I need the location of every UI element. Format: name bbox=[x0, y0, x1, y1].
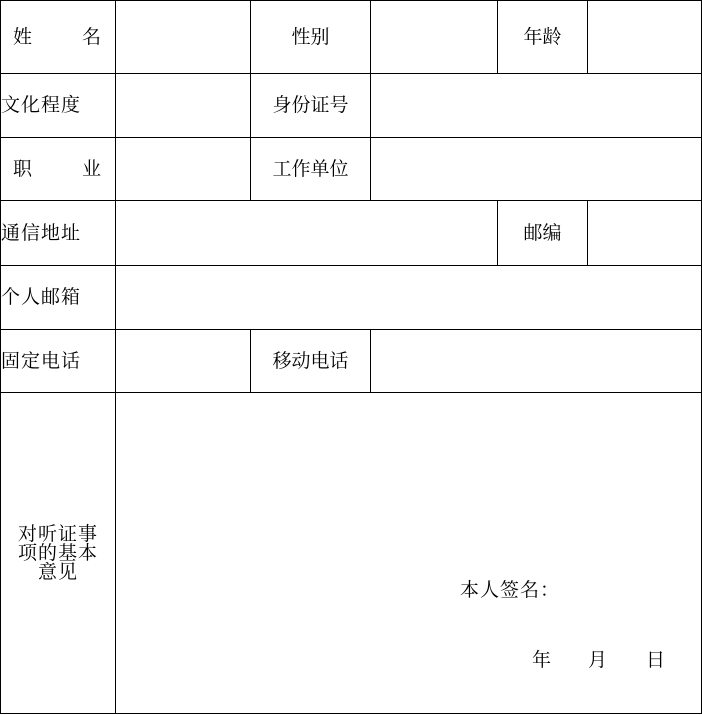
age-field[interactable] bbox=[588, 1, 702, 74]
row-email bbox=[1, 266, 702, 330]
mobile-field[interactable] bbox=[371, 330, 702, 393]
occupation-field[interactable] bbox=[116, 138, 251, 201]
date-year-label: 年 bbox=[532, 649, 552, 671]
opinion-field[interactable] bbox=[116, 393, 702, 714]
id-number-label: 身份证号 bbox=[251, 74, 371, 138]
occupation-label-char-2: 业 bbox=[81, 157, 101, 180]
name-field[interactable] bbox=[116, 1, 251, 74]
occupation-label-cell bbox=[1, 138, 116, 201]
address-label: 通信地址 bbox=[1, 201, 116, 266]
gender-field[interactable] bbox=[371, 1, 498, 74]
row-opinion bbox=[1, 393, 702, 714]
id-number-field[interactable] bbox=[371, 74, 702, 138]
postcode-field[interactable] bbox=[588, 201, 702, 266]
opinion-label-cell bbox=[1, 393, 116, 714]
name-label-cell bbox=[1, 1, 116, 74]
address-field[interactable] bbox=[116, 201, 498, 266]
opinion-label-line-1: 对听证事 bbox=[17, 522, 98, 545]
row-name bbox=[1, 1, 702, 74]
opinion-label-line-3: 意见 bbox=[37, 560, 78, 583]
row-address bbox=[1, 201, 702, 266]
opinion-label-line-2: 项的基本 bbox=[17, 541, 98, 564]
gender-label: 性别 bbox=[251, 1, 371, 74]
landline-label: 固定电话 bbox=[1, 330, 116, 393]
date-month-label: 月 bbox=[588, 649, 608, 671]
employer-label: 工作单位 bbox=[251, 138, 371, 201]
occupation-label-char-1: 职 bbox=[13, 157, 33, 180]
education-field[interactable] bbox=[116, 74, 251, 138]
education-label: 文化程度 bbox=[1, 74, 116, 138]
employer-field[interactable] bbox=[371, 138, 702, 201]
mobile-label: 移动电话 bbox=[251, 330, 371, 393]
age-label: 年龄 bbox=[498, 1, 588, 74]
email-field[interactable] bbox=[116, 266, 702, 330]
row-occupation bbox=[1, 138, 702, 201]
name-label-char-2: 名 bbox=[81, 25, 101, 48]
postcode-label: 邮编 bbox=[498, 201, 588, 266]
email-label: 个人邮箱 bbox=[1, 266, 116, 330]
landline-field[interactable] bbox=[116, 330, 251, 393]
row-education bbox=[1, 74, 702, 138]
date-day-label: 日 bbox=[646, 649, 666, 671]
signature-label: 本人签名： bbox=[460, 579, 561, 601]
name-label-char-1: 姓 bbox=[13, 25, 33, 48]
row-phone bbox=[1, 330, 702, 393]
